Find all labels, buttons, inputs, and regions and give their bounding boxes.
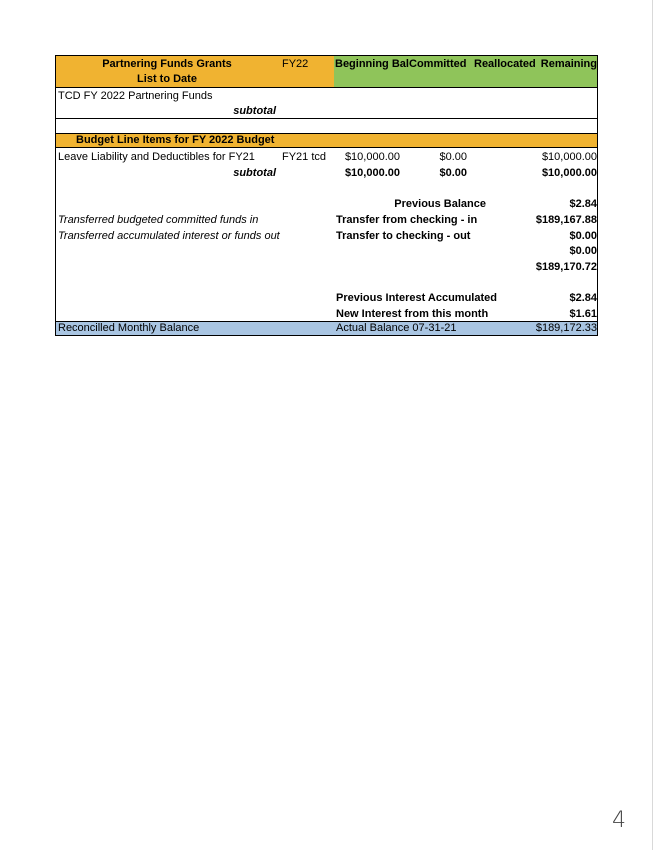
header-fy: FY22 [282, 58, 309, 70]
reconciled-balance-label: Reconcilled Monthly Balance [58, 322, 200, 334]
new-interest-label: New Interest from this month [336, 308, 489, 320]
budget-row-committed: $0.00 [439, 151, 467, 163]
budget-subtotal-committed: $0.00 [439, 167, 467, 179]
previous-interest-value: $2.84 [569, 292, 597, 304]
actual-balance-label: Actual Balance 07-31-21 [336, 322, 457, 334]
header-beginning-bal: Beginning Bal [335, 58, 409, 70]
header-title-line2: List to Date [137, 73, 197, 85]
budget-section-title: Budget Line Items for FY 2022 Budget [76, 134, 275, 146]
header-reallocated: Reallocated [474, 58, 536, 70]
transfer-out-value: $0.00 [569, 230, 597, 242]
extra-value: $0.00 [569, 245, 597, 257]
running-total-value: $189,170.72 [535, 261, 597, 273]
partnering-divider [56, 118, 597, 119]
header-title-line1: Partnering Funds Grants [102, 58, 232, 70]
partnering-subtotal-label: subtotal [233, 105, 276, 117]
header-committed: Committed [409, 58, 467, 70]
budget-subtotal-remaining: $10,000.00 [541, 167, 597, 179]
new-interest-value: $1.61 [569, 308, 597, 320]
budget-row-label: Leave Liability and Deductibles for FY21 [58, 151, 255, 163]
header-remaining: Remaining [540, 58, 597, 70]
budget-subtotal-beginning: $10,000.00 [344, 167, 400, 179]
budget-subtotal-label: subtotal [233, 167, 276, 179]
partnering-item: TCD FY 2022 Partnering Funds [58, 90, 213, 102]
previous-interest-label: Previous Interest Accumulated [336, 292, 497, 304]
header-divider [56, 87, 597, 88]
budget-band-bottom-rule [56, 147, 597, 148]
note-transfer-in: Transferred budgeted committed funds in [58, 214, 259, 226]
handwritten-page-number: 4 [612, 808, 626, 833]
previous-balance-label: Previous Balance [394, 198, 486, 210]
actual-balance-value: $189,172.33 [535, 322, 597, 334]
transfer-out-label: Transfer to checking - out [336, 230, 471, 242]
budget-row-beginning: $10,000.00 [344, 151, 400, 163]
budget-row-code: FY21 tcd [282, 151, 327, 163]
budget-row-remaining: $10,000.00 [541, 151, 597, 163]
transfer-in-label: Transfer from checking - in [336, 214, 478, 226]
transfer-in-value: $189,167.88 [535, 214, 597, 226]
ledger-table [55, 55, 598, 336]
previous-balance-value: $2.84 [569, 198, 597, 210]
note-transfer-out: Transferred accumulated interest or funds out [58, 230, 280, 242]
page-edge-rule [652, 0, 653, 850]
